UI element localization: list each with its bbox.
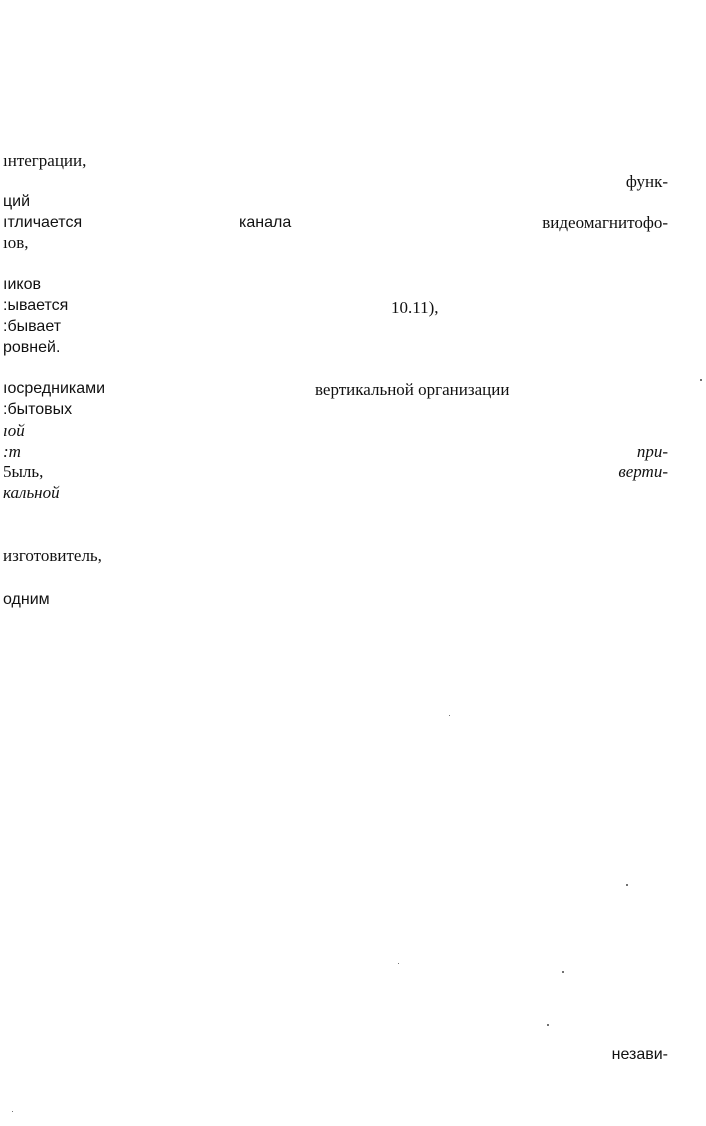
text-fragment: одним (3, 591, 50, 608)
text-fragment: :бывает (3, 318, 62, 335)
text-fragment: изготовитель, (3, 546, 102, 565)
text-fragment: верти- (618, 462, 668, 481)
scan-speck (626, 884, 628, 886)
text-fragment: ıнтеграции, (3, 151, 87, 170)
text-fragment: вертикальной организации (315, 380, 510, 399)
text-fragment: 10.11), (391, 298, 439, 317)
text-fragment: канала (239, 214, 292, 231)
text-fragment: :ывается (3, 297, 69, 314)
text-fragment: :бытовых (3, 401, 73, 418)
scan-speck (398, 963, 399, 964)
scan-speck (700, 379, 702, 381)
text-fragment: незави- (611, 1046, 668, 1063)
text-fragment: видеомагнитофо- (542, 213, 668, 232)
text-fragment: функ- (625, 172, 668, 191)
text-fragment: ıиков (3, 276, 41, 293)
scan-speck (12, 1111, 13, 1112)
text-fragment: ıтличается (3, 214, 83, 231)
text-fragment: 5ыль, (3, 462, 44, 481)
text-fragment: при- (636, 442, 668, 461)
scan-speck (449, 715, 450, 716)
text-fragment: кальной (3, 483, 60, 502)
text-fragment: ıосредниками (3, 380, 106, 397)
text-fragment: ций (3, 193, 31, 210)
scan-speck (547, 1024, 549, 1026)
text-fragment: ровней. (3, 339, 61, 356)
text-fragment: :т (3, 442, 21, 461)
text-fragment: ıов, (3, 233, 29, 252)
scan-speck (562, 971, 564, 973)
text-fragment: ıой (3, 421, 25, 440)
